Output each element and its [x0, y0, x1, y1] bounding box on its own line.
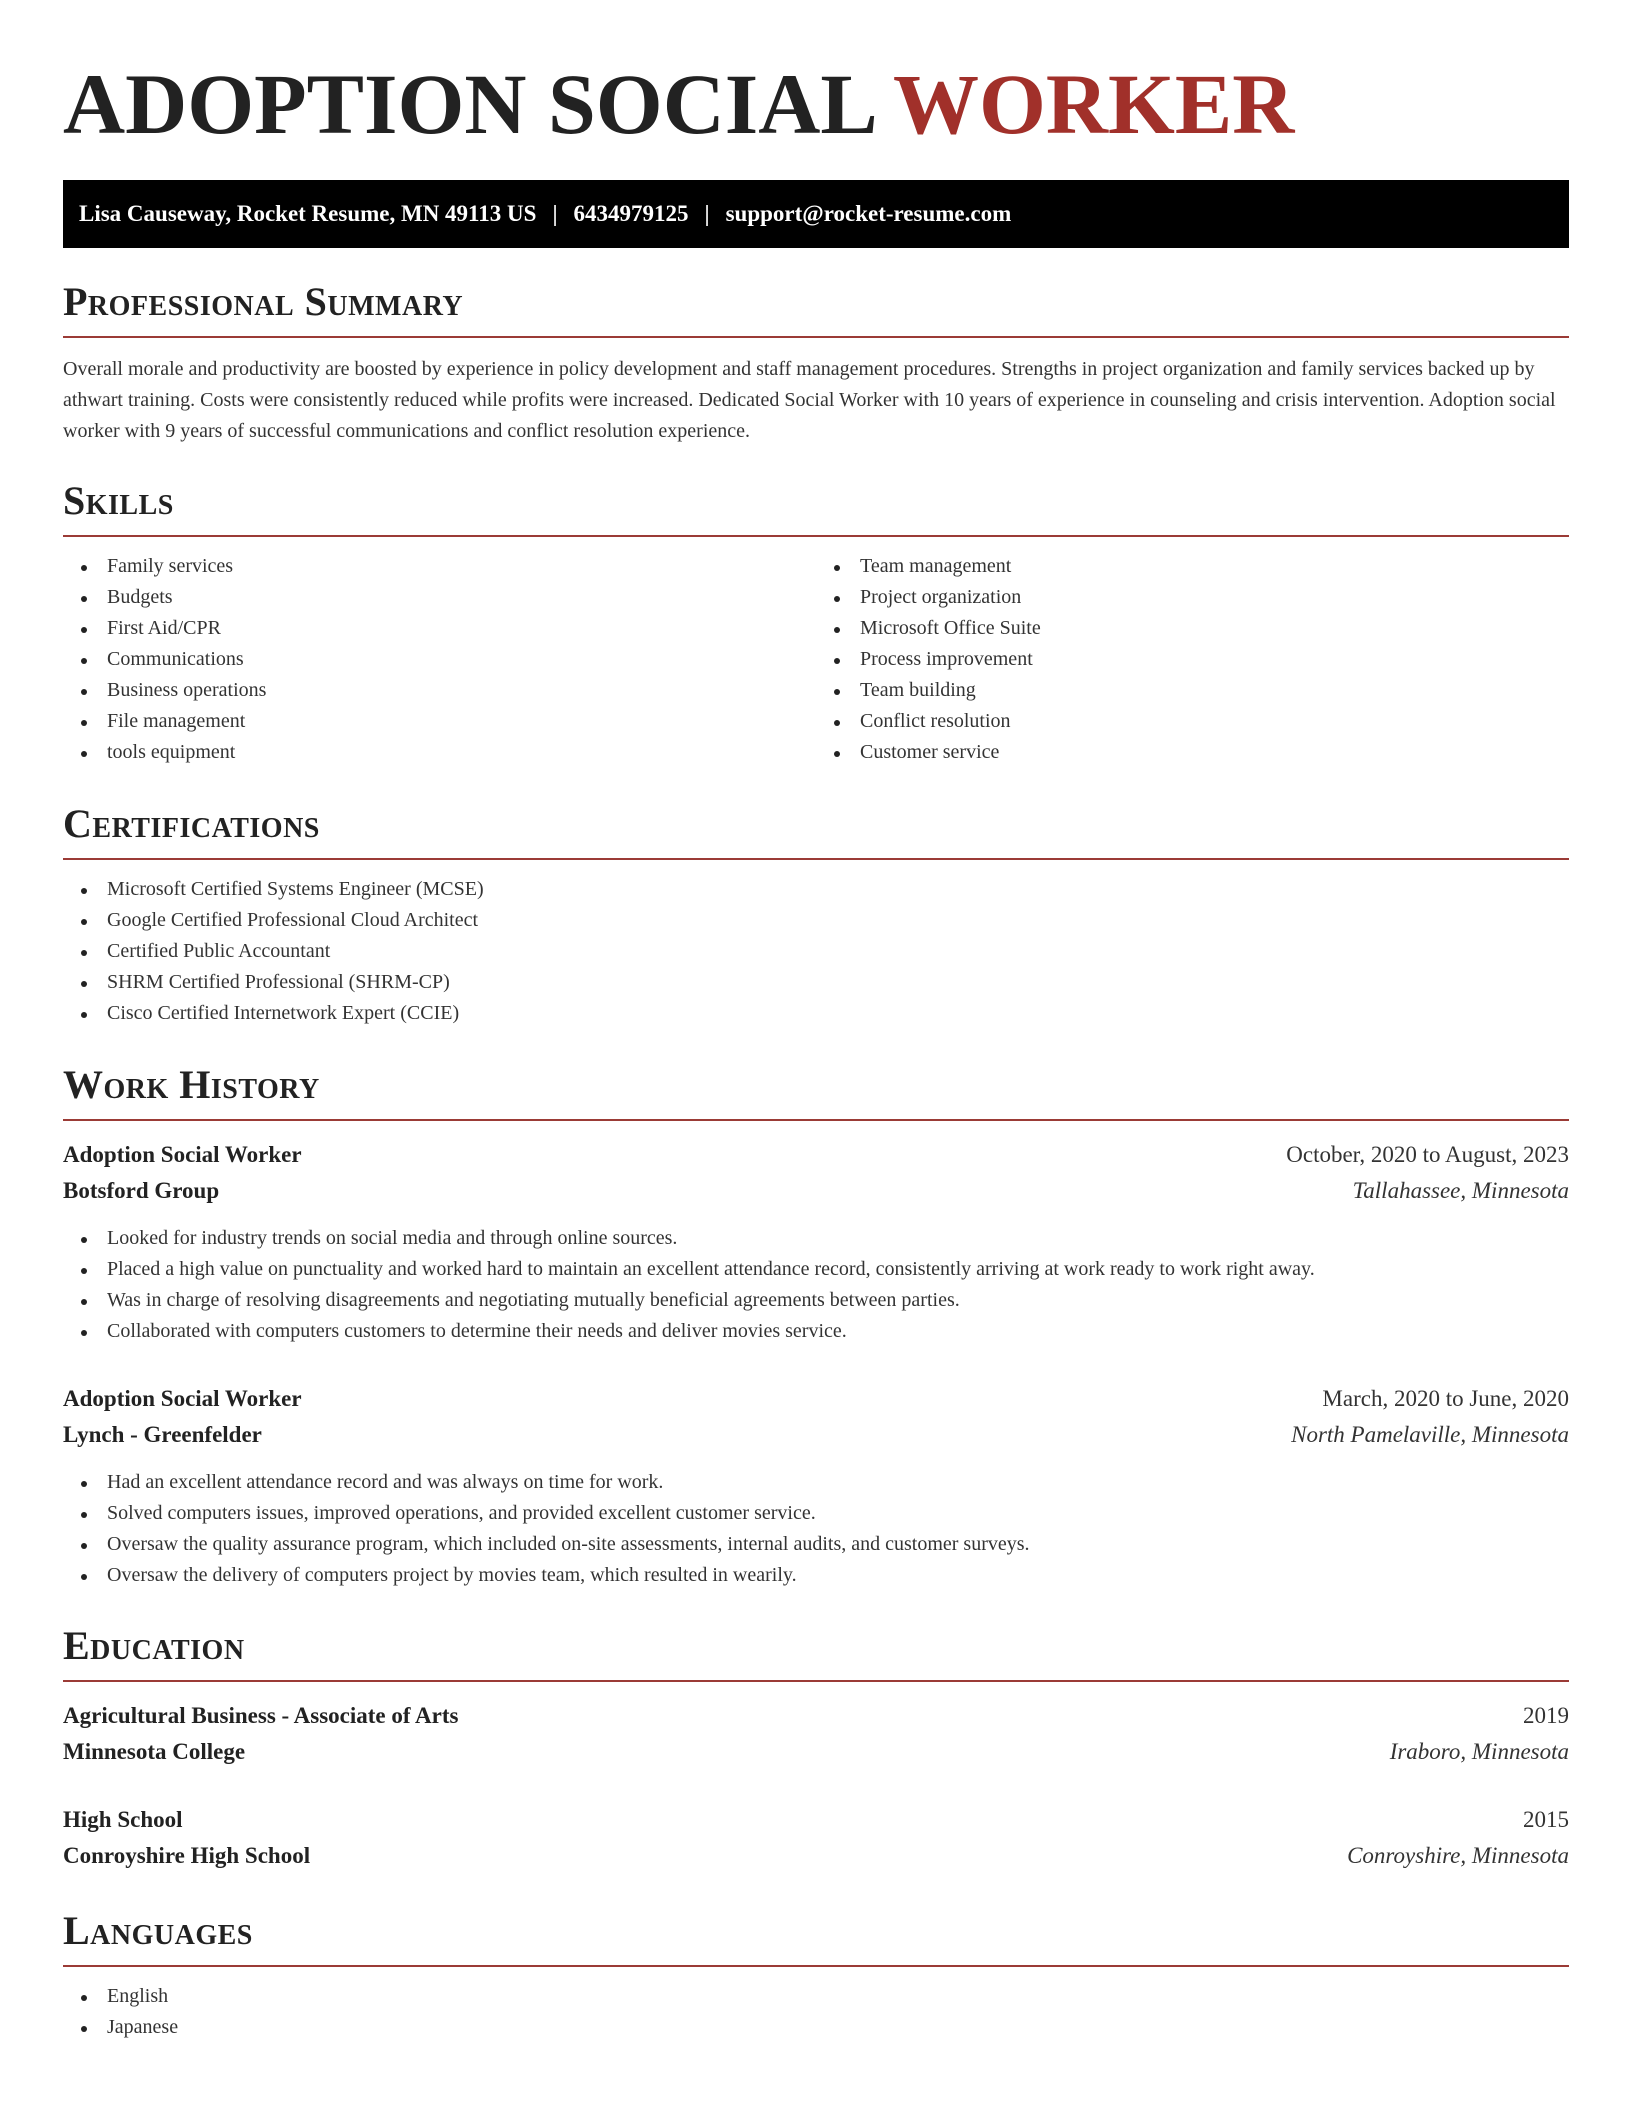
- section-heading-summary: Professional Summary: [63, 279, 464, 324]
- certifications-section: [63, 800, 1569, 1029]
- skill-item: File management: [63, 706, 816, 737]
- summary-section: [63, 278, 1569, 447]
- education-school-row: [63, 1838, 1569, 1874]
- job-duty: Collaborated with computers customers to determine their needs and deliver movies service.: [63, 1316, 1569, 1347]
- job-entry: [63, 1137, 1569, 1347]
- skills-list-left: [63, 551, 816, 768]
- education-year: 2015: [1523, 1807, 1569, 1832]
- skill-item: Project organization: [816, 582, 1569, 613]
- skill-item: Microsoft Office Suite: [816, 613, 1569, 644]
- skill-item: Communications: [63, 644, 816, 675]
- job-title-row: [63, 1137, 1569, 1173]
- language-item: English: [63, 1981, 1569, 2012]
- education-school: Conroyshire High School: [63, 1843, 311, 1868]
- education-school-row: [63, 1734, 1569, 1770]
- contact-email[interactable]: support@rocket-resume.com: [725, 201, 1012, 226]
- certification-item: Microsoft Certified Systems Engineer (MCSE): [63, 874, 1569, 905]
- skill-item: First Aid/CPR: [63, 613, 816, 644]
- job-duty: Oversaw the quality assurance program, which included on-site assessments, internal audits, and customer surveys.: [63, 1529, 1569, 1560]
- job-duty: Placed a high value on punctuality and worked hard to maintain an excellent attendance record, consistently arriving at work ready to work right away.: [63, 1254, 1569, 1285]
- skill-item: Customer service: [816, 737, 1569, 768]
- skill-item: tools equipment: [63, 737, 816, 768]
- certification-item: SHRM Certified Professional (SHRM-CP): [63, 967, 1569, 998]
- languages-list: [63, 1981, 1569, 2043]
- education-degree-row: [63, 1802, 1569, 1838]
- skill-item: Conflict resolution: [816, 706, 1569, 737]
- summary-text: Overall morale and productivity are boosted by experience in policy development and staff management procedures. Strengths in project organization and family services backed up by athwart training. Costs were consistently reduced while profits were increased. Dedicated Social Worker with 10 years of experience in counseling and crisis intervention. Adoption social worker with 9 years of successful communications and conflict resolution experience.: [63, 358, 1556, 442]
- contact-phone: 6434979125: [573, 201, 689, 226]
- skills-list-right: [816, 551, 1569, 768]
- skill-item: Budgets: [63, 582, 816, 613]
- education-degree: High School: [63, 1807, 183, 1832]
- job-duty: Had an excellent attendance record and was always on time for work.: [63, 1467, 1569, 1498]
- section-divider: [63, 1680, 1569, 1682]
- skill-item: Process improvement: [816, 644, 1569, 675]
- section-heading-certifications: Certifications: [63, 801, 320, 846]
- education-school: Minnesota College: [63, 1739, 246, 1764]
- section-divider: [63, 1119, 1569, 1121]
- education-degree: Agricultural Business - Associate of Arts: [63, 1703, 459, 1728]
- contact-bar: [63, 180, 1569, 248]
- education-location: Conroyshire, Minnesota: [1347, 1843, 1569, 1868]
- section-divider: [63, 336, 1569, 338]
- job-location: Tallahassee, Minnesota: [1352, 1178, 1569, 1203]
- section-divider: [63, 1965, 1569, 1967]
- skills-section: [63, 477, 1569, 768]
- skill-item: Business operations: [63, 675, 816, 706]
- education-year: 2019: [1523, 1703, 1569, 1728]
- job-duties-list: [63, 1467, 1569, 1591]
- work-history-section: [63, 1061, 1569, 1591]
- certification-item: Google Certified Professional Cloud Architect: [63, 905, 1569, 936]
- language-item: Japanese: [63, 2012, 1569, 2043]
- section-heading-languages: Languages: [63, 1908, 253, 1953]
- job-duty: Looked for industry trends on social media and through online sources.: [63, 1223, 1569, 1254]
- job-title: Adoption Social Worker: [63, 1386, 302, 1411]
- section-heading-education: Education: [63, 1623, 245, 1668]
- job-dates: March, 2020 to June, 2020: [1322, 1386, 1569, 1411]
- job-company-row: [63, 1417, 1569, 1453]
- education-degree-row: [63, 1698, 1569, 1734]
- job-title: Adoption Social Worker: [63, 1142, 302, 1167]
- job-duties-list: [63, 1223, 1569, 1347]
- job-company-row: [63, 1173, 1569, 1209]
- job-entry: [63, 1381, 1569, 1591]
- job-title-row: [63, 1381, 1569, 1417]
- languages-section: [63, 1907, 1569, 2043]
- skill-item: Team management: [816, 551, 1569, 582]
- title-accent: WORKER: [892, 56, 1295, 152]
- title-main: ADOPTION SOCIAL: [63, 56, 873, 152]
- section-divider: [63, 535, 1569, 537]
- job-company: Botsford Group: [63, 1178, 220, 1203]
- education-section: [63, 1622, 1569, 1874]
- contact-separator: |: [552, 201, 558, 226]
- job-duty: Was in charge of resolving disagreements and negotiating mutually beneficial agreements between parties.: [63, 1285, 1569, 1316]
- job-company: Lynch - Greenfelder: [63, 1422, 262, 1447]
- certification-item: Certified Public Accountant: [63, 936, 1569, 967]
- certifications-list: [63, 874, 1569, 1029]
- section-heading-skills: Skills: [63, 478, 174, 523]
- resume-title: [63, 56, 1569, 152]
- education-location: Iraboro, Minnesota: [1389, 1739, 1569, 1764]
- education-entry: [63, 1698, 1569, 1770]
- contact-separator: |: [704, 201, 710, 226]
- section-heading-work-history: Work History: [63, 1062, 320, 1107]
- certification-item: Cisco Certified Internetwork Expert (CCIE): [63, 998, 1569, 1029]
- job-duty: Oversaw the delivery of computers project by movies team, which resulted in wearily.: [63, 1560, 1569, 1591]
- skill-item: Family services: [63, 551, 816, 582]
- section-divider: [63, 858, 1569, 860]
- education-entry: [63, 1802, 1569, 1874]
- skills-grid: [63, 551, 1569, 768]
- job-duty: Solved computers issues, improved operations, and provided excellent customer service.: [63, 1498, 1569, 1529]
- job-dates: October, 2020 to August, 2023: [1286, 1142, 1569, 1167]
- skill-item: Team building: [816, 675, 1569, 706]
- contact-address: Lisa Causeway, Rocket Resume, MN 49113 US: [79, 201, 537, 226]
- job-location: North Pamelaville, Minnesota: [1291, 1422, 1569, 1447]
